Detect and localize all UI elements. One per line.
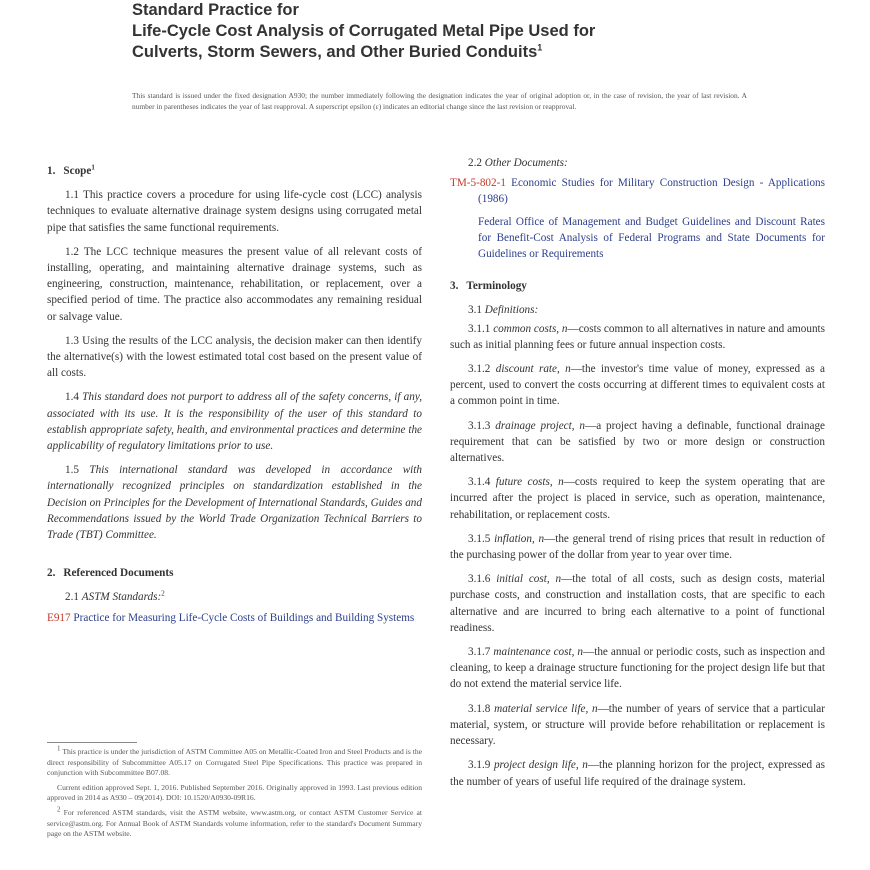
footnote: $^1$ This practice is under the jurisdiction of ASTM Committee A05 on Metallic-Coated Iron and Steel Products and is the direct responsibility of Subcommittee A05.17 on Corrugated Steel Pipe Specifications. This practice was prepared in conjunction with Subcommittee B07.08. bbox=[47, 744, 423, 778]
definition: 3.1.3 drainage project, n—a project having a definable, functional drainage requirement that can be satisfied by two or more design or construction alternatives. bbox=[450, 419, 826, 465]
section-heading-scope: 1. Scope$^1$ bbox=[47, 163, 95, 177]
scope-para: 1.3 Using the results of the LCC analysis, the decision maker can then identify the alternative(s) with the lowest estimated total cost based on the present value of all costs. bbox=[47, 334, 422, 380]
subsection-definitions: 3.1 Definitions: bbox=[468, 304, 539, 317]
definition: 3.1.4 future costs, n—costs required to keep the system operating that are incurred after the project is placed in service, such as operation, maintenance, rehabilitation, or replacement costs. bbox=[450, 476, 825, 521]
title-line: Life-Cycle Cost Analysis of Corrugated Metal Pipe Used for bbox=[132, 22, 596, 40]
section-heading-terminology: 3. Terminology bbox=[450, 280, 527, 293]
footnote: Current edition approved Sept. 1, 2016. Published September 2016. Originally approved in 1993. Last previous edition approved in 2014 as A930 – 09(2014). DOI: 10.1520/A0930-09R16. bbox=[47, 782, 422, 803]
subsection-astm-standards: 2.1 ASTM Standards:$^2$ bbox=[65, 589, 165, 604]
document-title bbox=[132, 0, 772, 63]
subsection-other-documents: 2.2 Other Documents: bbox=[468, 157, 568, 169]
reference-omb-guidelines[interactable]: Federal Office of Management and Budget Guidelines and Discount Rates for Benefit-Cost Analysis of Federal Programs and State Documents for Guidelines or Requirements bbox=[478, 215, 825, 261]
definition: 3.1.2 discount rate, n—the investor's time value of money, expressed as a percent, used to convert the costs occurring at different times to equivalent costs at a common point in time. bbox=[450, 363, 826, 408]
footnotes bbox=[47, 742, 422, 844]
definition: 3.1.7 maintenance cost, n—the annual or periodic costs, such as inspection and cleaning, to keep a drainage structure functioning for the project design life but that do not extend the material service life. bbox=[450, 646, 825, 691]
definition: 3.1.8 material service life, n—the number of years of service that a particular material, system, or structure will provide before rehabilitation or replacement is necessary. bbox=[450, 702, 825, 748]
scope-para: 1.4 This standard does not purport to address all of the safety concerns, if any, associated with its use. It is the responsibility of the user of this standard to establish appropriate safety, health, and environmental practices and determine the applicability of regulatory limitations prior to use. bbox=[47, 391, 422, 453]
right-column bbox=[450, 155, 825, 798]
reference-e917[interactable]: E917 Practice for Measuring Life-Cycle Costs of Buildings and Building Systems bbox=[47, 611, 415, 624]
definition: 3.1.9 project design life, n—the planning horizon for the project, expressed as the number of years of useful life required of the drainage system. bbox=[450, 759, 825, 788]
title-line: Standard Practice for bbox=[132, 1, 299, 19]
reference-tm-5-802-1[interactable]: TM-5-802-1 Economic Studies for Military Construction Design - Applications (1986) bbox=[450, 177, 826, 206]
definition: 3.1.6 initial cost, n—the total of all costs, such as design costs, material purchase costs, and construction and installation costs, that are specific to each alternative and are incurred to bring each alternative to a point of functional readiness. bbox=[450, 573, 825, 634]
definition: 3.1.1 common costs, n—costs common to all alternatives in nature and amounts such as initial planning fees or future annual inspection costs. bbox=[450, 322, 825, 351]
title-footnote-mark: 1 bbox=[537, 42, 543, 53]
definition: 3.1.5 inflation, n—the general trend of rising prices that result in reduction of the purchasing power of the dollar from year to year over time. bbox=[450, 532, 825, 562]
footnote: $^2$ For referenced ASTM standards, visit the ASTM website, www.astm.org, or contact ASTM Customer Service at service@astm.org. For Annual Book of ASTM Standards volume information, refer to the standard's Document Summary page on the ASTM website. bbox=[47, 805, 422, 839]
title-line: Culverts, Storm Sewers, and Other Buried Conduits$^1$ bbox=[132, 42, 543, 61]
section-heading-referenced-documents: 2. Referenced Documents bbox=[47, 567, 174, 580]
footnote-rule bbox=[47, 742, 137, 743]
left-column bbox=[47, 155, 422, 632]
scope-para: 1.2 The LCC technique measures the present value of all relevant costs of installing, operating, and maintaining alternative drainage systems, such as engineering, construction, maintenance, rehabilitation, or replacement, over a specified period of time. The practice also accommodates any remaining residual or salvage value. bbox=[47, 245, 422, 323]
scope-para: 1.1 This practice covers a procedure for using life-cycle cost (LCC) analysis techniques to evaluate alternative drainage system designs using corrugated metal pipe that satisfies the same functional requirements. bbox=[47, 189, 422, 234]
scope-para: 1.5 This international standard was developed in accordance with internationally recognized principles on standardization established in the Decision on Principles for the Development of International Standards, Guides and Recommendations issued by the World Trade Organization Technical Barriers to Trade (TBT) Committee. bbox=[47, 464, 422, 542]
designation-note: This standard is issued under the fixed designation A930; the number immediately following the designation indicates the year of original adoption or, in the case of revision, the year of last revision. A number in parentheses indicates the year of last reapproval. A superscript epsilon (ε) indicates an editorial change since the last revision or reapproval. bbox=[132, 91, 747, 111]
